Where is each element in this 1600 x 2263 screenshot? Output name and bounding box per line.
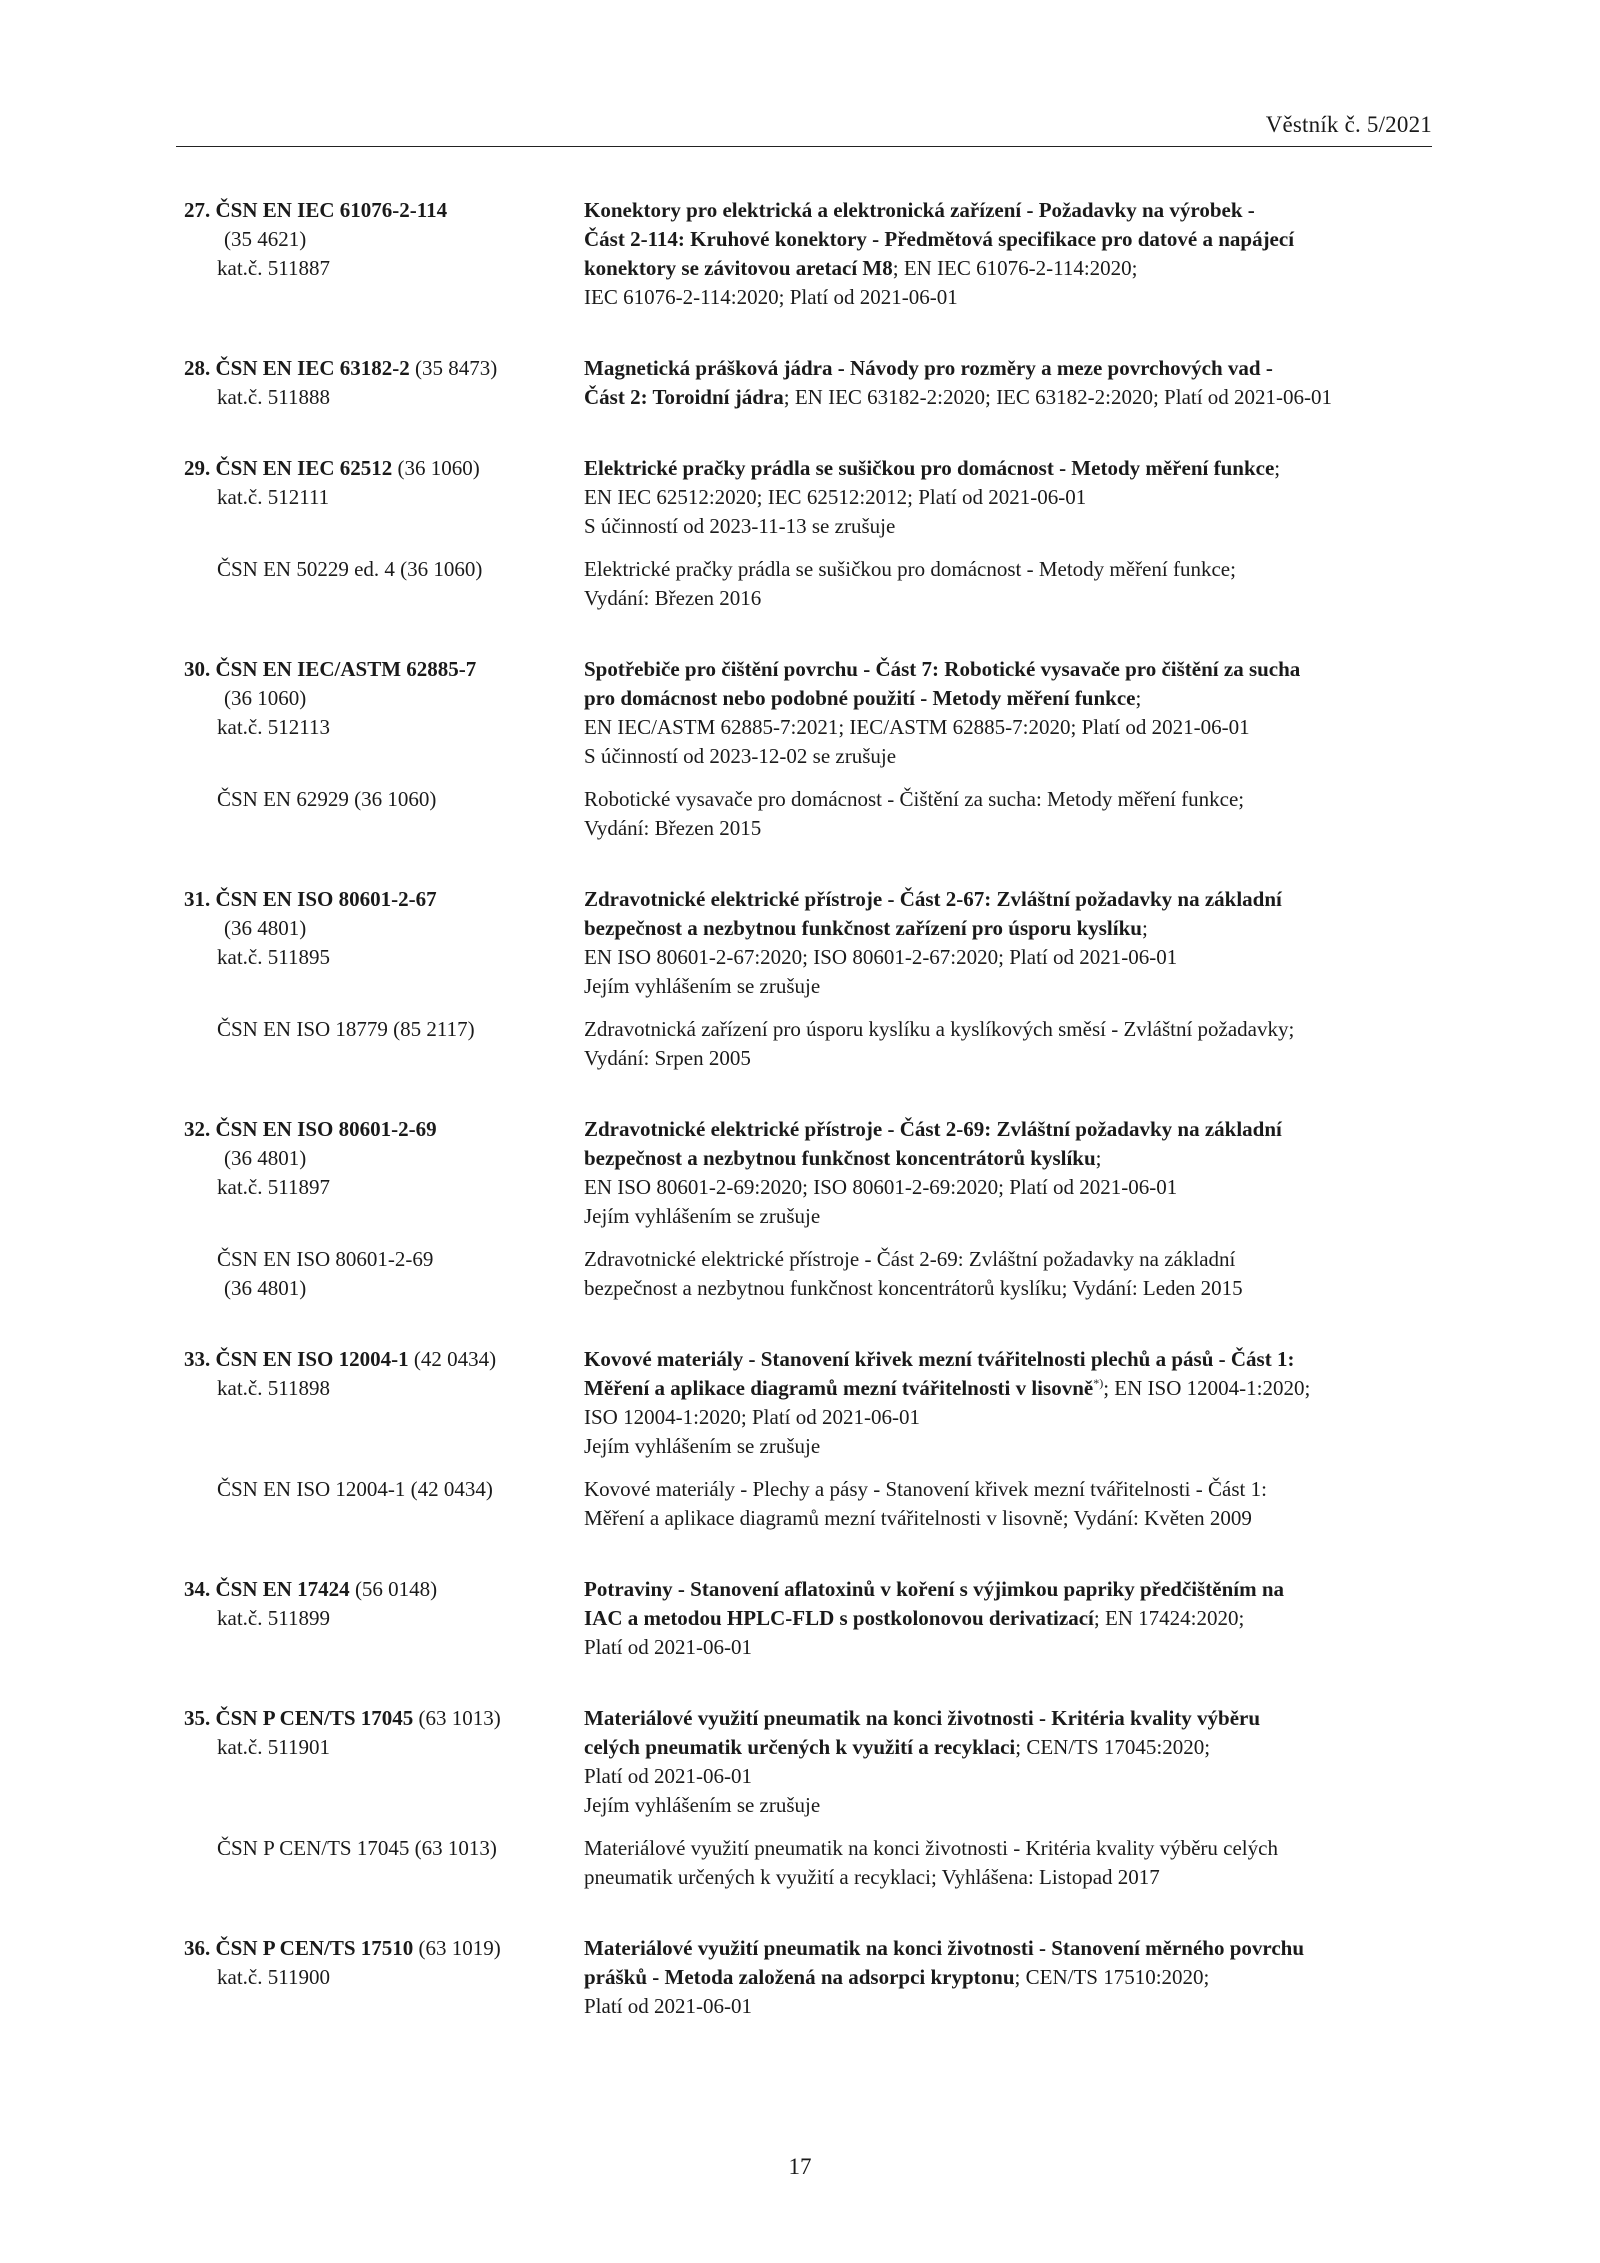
entry-first-line	[184, 655, 584, 684]
detail-line: Jejím vyhlášením se zrušuje	[584, 1204, 821, 1228]
standard-entry	[184, 1934, 1434, 2021]
replaced-standard-code: ČSN EN ISO 18779 (85 2117)	[217, 1017, 475, 1041]
entry-description	[584, 1934, 1434, 2021]
replaced-detail-line: Elektrické pračky prádla se sušičkou pro domácnost - Metody měření funkce;	[584, 557, 1236, 581]
detail-line: EN IEC/ASTM 62885-7:2021; IEC/ASTM 62885-7:2020; Platí od 2021-06-01	[584, 715, 1250, 739]
detail-line: EN ISO 80601-2-67:2020; ISO 80601-2-67:2020; Platí od 2021-06-01	[584, 945, 1178, 969]
catalog-number: kat.č. 512113	[217, 715, 330, 739]
entry-main-row	[184, 885, 1434, 1001]
replaced-standard-code: ČSN P CEN/TS 17045 (63 1013)	[217, 1836, 497, 1860]
classification-number: (35 8473)	[415, 356, 498, 380]
replaced-standard-row	[184, 555, 1434, 613]
classification-number: (36 1060)	[224, 686, 307, 710]
entry-first-line	[184, 1934, 584, 1963]
catalog-number: kat.č. 512111	[217, 485, 330, 509]
standard-entry	[184, 655, 1434, 843]
detail-line: IEC 61076-2-114:2020; Platí od 2021-06-01	[584, 285, 958, 309]
detail-line: S účinností od 2023-11-13 se zrušuje	[584, 514, 896, 538]
standard-entry	[184, 1575, 1434, 1662]
standard-title: Materiálové využití pneumatik na konci životnosti - Stanovení měrného povrchu	[584, 1936, 1305, 1960]
title-line	[584, 1704, 1434, 1733]
standard-code: ČSN EN 17424	[215, 1577, 350, 1601]
standard-title: prášků - Metoda založená na adsorpci kryptonu	[584, 1965, 1015, 1989]
entry-main-row	[184, 454, 1434, 541]
replaced-standard-identifier	[184, 785, 584, 814]
classification-number: (56 0148)	[354, 1577, 438, 1601]
standard-title: Spotřebiče pro čištění povrchu - Část 7: Robotické vysavače pro čištění za sucha	[584, 657, 1301, 681]
catalog-number: kat.č. 511901	[217, 1735, 330, 1759]
replaced-standard-identifier	[184, 1834, 584, 1863]
entry-description	[584, 1575, 1434, 1662]
replaced-standard-description	[584, 1245, 1434, 1303]
catalog-number: kat.č. 511899	[217, 1606, 330, 1630]
standard-code: ČSN EN IEC 62512	[215, 456, 393, 480]
standard-entry	[184, 196, 1434, 312]
standard-title: IAC a metodou HPLC-FLD s postkolonovou derivatizací	[584, 1606, 1094, 1630]
entry-description	[584, 1345, 1434, 1461]
standard-title: bezpečnost a nezbytnou funkčnost koncentrátorů kyslíku	[584, 1146, 1096, 1170]
replaced-standard-class: (36 4801)	[224, 1276, 307, 1300]
title-tail: ;	[1135, 686, 1142, 710]
title-line	[584, 914, 1434, 943]
entry-description	[584, 885, 1434, 1001]
replaced-detail-line: bezpečnost a nezbytnou funkčnost koncentrátorů kyslíku; Vydání: Leden 2015	[584, 1276, 1243, 1300]
standard-title: pro domácnost nebo podobné použití - Metody měření funkce	[584, 686, 1136, 710]
title-tail: ; EN 17424:2020;	[1093, 1606, 1245, 1630]
standard-title: konektory se závitovou aretací M8	[584, 256, 893, 280]
title-line	[584, 383, 1434, 412]
replaced-standard-identifier	[184, 1015, 584, 1044]
standard-title: Materiálové využití pneumatik na konci životnosti - Kritéria kvality výběru	[584, 1706, 1261, 1730]
replaced-standard-code: ČSN EN 50229 ed. 4 (36 1060)	[217, 557, 483, 581]
catalog-number: kat.č. 511888	[217, 385, 330, 409]
title-line	[584, 1144, 1434, 1173]
replaced-standard-code: ČSN EN ISO 80601-2-69	[217, 1247, 434, 1271]
entry-description	[584, 354, 1434, 412]
entry-identifier	[184, 1934, 584, 1992]
replaced-detail-line: Zdravotnická zařízení pro úsporu kyslíku a kyslíkových směsí - Zvláštní požadavky;	[584, 1017, 1295, 1041]
classification-number: (35 4621)	[224, 227, 307, 251]
title-tail: ; CEN/TS 17510:2020;	[1014, 1965, 1210, 1989]
standard-title: Zdravotnické elektrické přístroje - Část 2-69: Zvláštní požadavky na základní	[584, 1117, 1282, 1141]
entry-main-row	[184, 1704, 1434, 1820]
title-tail: ;	[1095, 1146, 1102, 1170]
entry-identifier	[184, 1115, 584, 1202]
entry-description	[584, 1115, 1434, 1231]
catalog-number: kat.č. 511897	[217, 1175, 330, 1199]
standard-title: bezpečnost a nezbytnou funkčnost zařízení pro úsporu kyslíku	[584, 916, 1142, 940]
entry-description	[584, 454, 1434, 541]
title-line	[584, 885, 1434, 914]
detail-line: EN ISO 80601-2-69:2020; ISO 80601-2-69:2020; Platí od 2021-06-01	[584, 1175, 1178, 1199]
replaced-standard-description	[584, 1015, 1434, 1073]
title-line	[584, 1374, 1434, 1403]
classification-number: (36 1060)	[397, 456, 480, 480]
standard-entry	[184, 454, 1434, 613]
standard-title: Kovové materiály - Stanovení křivek mezní tvářitelnosti plechů a pásů - Část 1:	[584, 1347, 1295, 1371]
entry-main-row	[184, 1115, 1434, 1231]
replaced-detail-line: Vydání: Březen 2016	[584, 586, 762, 610]
title-line	[584, 684, 1434, 713]
entry-number: 32.	[184, 1117, 211, 1141]
entry-number: 33.	[184, 1347, 211, 1371]
replaced-detail-line: Vydání: Srpen 2005	[584, 1046, 751, 1070]
page-number: 17	[788, 2154, 812, 2179]
standard-title: Konektory pro elektrická a elektronická zařízení - Požadavky na výrobek -	[584, 198, 1255, 222]
standard-entry	[184, 1115, 1434, 1303]
detail-line: Platí od 2021-06-01	[584, 1994, 752, 2018]
standard-title: Magnetická prášková jádra - Návody pro rozměry a meze povrchových vad -	[584, 356, 1273, 380]
replaced-standard-row	[184, 1245, 1434, 1303]
replaced-standard-identifier	[184, 1475, 584, 1504]
entry-main-row	[184, 196, 1434, 312]
replaced-detail-line: Měření a aplikace diagramů mezní tvářitelnosti v lisovně; Vydání: Květen 2009	[584, 1506, 1252, 1530]
entry-first-line	[184, 196, 584, 225]
catalog-number: kat.č. 511895	[217, 945, 330, 969]
entry-main-row	[184, 1575, 1434, 1662]
replaced-standard-description	[584, 1475, 1434, 1533]
title-tail: ;	[1141, 916, 1148, 940]
standard-entry	[184, 1345, 1434, 1533]
entry-number: 35.	[184, 1706, 211, 1730]
standard-code: ČSN EN IEC 63182-2	[215, 356, 410, 380]
title-tail: ;	[1274, 456, 1281, 480]
title-line	[584, 454, 1434, 483]
entry-number: 29.	[184, 456, 211, 480]
replaced-standard-row	[184, 785, 1434, 843]
entry-identifier	[184, 1575, 584, 1633]
detail-line: Jejím vyhlášením se zrušuje	[584, 1793, 821, 1817]
entry-identifier	[184, 885, 584, 972]
standard-entry	[184, 885, 1434, 1073]
title-line	[584, 1934, 1434, 1963]
entry-identifier	[184, 655, 584, 742]
standard-code: ČSN P CEN/TS 17045	[215, 1706, 414, 1730]
classification-number: (63 1019)	[418, 1936, 501, 1960]
replaced-standard-row	[184, 1015, 1434, 1073]
entry-number: 27.	[184, 198, 211, 222]
footnote-mark: *)	[1093, 1376, 1104, 1390]
title-tail: ; EN ISO 12004-1:2020;	[1103, 1376, 1311, 1400]
detail-line: Jejím vyhlášením se zrušuje	[584, 974, 821, 998]
entry-identifier	[184, 1345, 584, 1403]
standard-code: ČSN EN ISO 80601-2-67	[215, 887, 437, 911]
replaced-standard-code: ČSN EN 62929 (36 1060)	[217, 787, 437, 811]
replaced-detail-line: Zdravotnické elektrické přístroje - Část 2-69: Zvláštní požadavky na základní	[584, 1247, 1236, 1271]
standard-title: Část 2-114: Kruhové konektory - Předmětová specifikace pro datové a napájecí	[584, 227, 1295, 251]
detail-line: S účinností od 2023-12-02 se zrušuje	[584, 744, 897, 768]
replaced-standard-description	[584, 1834, 1434, 1892]
standard-code: ČSN EN ISO 12004-1	[215, 1347, 409, 1371]
replaced-detail-line: pneumatik určených k využití a recyklaci; Vyhlášena: Listopad 2017	[584, 1865, 1160, 1889]
replaced-standard-description	[584, 785, 1434, 843]
title-line	[584, 196, 1434, 225]
entry-first-line	[184, 1575, 584, 1604]
entry-identifier	[184, 354, 584, 412]
entry-main-row	[184, 655, 1434, 771]
standard-title: Elektrické pračky prádla se sušičkou pro domácnost - Metody měření funkce	[584, 456, 1275, 480]
replaced-detail-line: Vydání: Březen 2015	[584, 816, 762, 840]
replaced-detail-line: Materiálové využití pneumatik na konci životnosti - Kritéria kvality výběru celých	[584, 1836, 1278, 1860]
title-line	[584, 655, 1434, 684]
entry-description	[584, 1704, 1434, 1820]
entry-number: 36.	[184, 1936, 211, 1960]
standard-title: Zdravotnické elektrické přístroje - Část 2-67: Zvláštní požadavky na základní	[584, 887, 1282, 911]
entry-number: 30.	[184, 657, 211, 681]
standard-code: ČSN EN IEC/ASTM 62885-7	[215, 657, 477, 681]
entry-first-line	[184, 1115, 584, 1144]
bulletin-title: Věstník č. 5/2021	[1265, 112, 1432, 137]
title-line	[584, 1963, 1434, 1992]
entry-main-row	[184, 1934, 1434, 2021]
entry-number: 31.	[184, 887, 211, 911]
replaced-standard-row	[184, 1475, 1434, 1533]
classification-number: (63 1013)	[418, 1706, 501, 1730]
replaced-standard-identifier	[184, 1245, 584, 1303]
detail-line: Jejím vyhlášením se zrušuje	[584, 1434, 821, 1458]
catalog-number: kat.č. 511898	[217, 1376, 330, 1400]
classification-number: (36 4801)	[224, 916, 307, 940]
entry-first-line	[184, 354, 584, 383]
standard-title: Měření a aplikace diagramů mezní tvářitelnosti v lisovně	[584, 1376, 1094, 1400]
detail-line: ISO 12004-1:2020; Platí od 2021-06-01	[584, 1405, 920, 1429]
title-tail: ; EN IEC 63182-2:2020; IEC 63182-2:2020; Platí od 2021-06-01	[783, 385, 1333, 409]
title-tail: ; EN IEC 61076-2-114:2020;	[892, 256, 1138, 280]
standard-code: ČSN P CEN/TS 17510	[215, 1936, 414, 1960]
standard-code: ČSN EN IEC 61076-2-114	[215, 198, 448, 222]
standard-title: Část 2: Toroidní jádra	[584, 385, 784, 409]
standard-entry	[184, 1704, 1434, 1892]
entry-number: 28.	[184, 356, 211, 380]
title-line	[584, 1733, 1434, 1762]
detail-line: EN IEC 62512:2020; IEC 62512:2012; Platí od 2021-06-01	[584, 485, 1087, 509]
entry-main-row	[184, 354, 1434, 412]
title-tail: ; CEN/TS 17045:2020;	[1015, 1735, 1211, 1759]
title-line	[584, 1115, 1434, 1144]
catalog-number: kat.č. 511887	[217, 256, 330, 280]
entry-identifier	[184, 1704, 584, 1762]
classification-number: (42 0434)	[413, 1347, 497, 1371]
replaced-standard-description	[584, 555, 1434, 613]
classification-number: (36 4801)	[224, 1146, 307, 1170]
standard-title: Potraviny - Stanovení aflatoxinů v koření s výjimkou papriky předčištěním na	[584, 1577, 1285, 1601]
entry-first-line	[184, 454, 584, 483]
replaced-standard-identifier	[184, 555, 584, 584]
standards-list	[184, 196, 1434, 2063]
standard-entry	[184, 354, 1434, 412]
entry-first-line	[184, 885, 584, 914]
page-header	[176, 110, 1432, 147]
title-line	[584, 1604, 1434, 1633]
replaced-standard-row	[184, 1834, 1434, 1892]
catalog-number: kat.č. 511900	[217, 1965, 330, 1989]
standard-title: celých pneumatik určených k využití a recyklaci	[584, 1735, 1016, 1759]
entry-description	[584, 196, 1434, 312]
detail-line: Platí od 2021-06-01	[584, 1764, 752, 1788]
entry-first-line	[184, 1704, 584, 1733]
entry-identifier	[184, 454, 584, 512]
entry-identifier	[184, 196, 584, 283]
title-line	[584, 354, 1434, 383]
replaced-detail-line: Robotické vysavače pro domácnost - Čištění za sucha: Metody měření funkce;	[584, 787, 1245, 811]
entry-number: 34.	[184, 1577, 211, 1601]
title-line	[584, 225, 1434, 254]
standard-code: ČSN EN ISO 80601-2-69	[215, 1117, 437, 1141]
entry-description	[584, 655, 1434, 771]
title-line	[584, 1345, 1434, 1374]
detail-line: Platí od 2021-06-01	[584, 1635, 752, 1659]
entry-first-line	[184, 1345, 584, 1374]
title-line	[584, 1575, 1434, 1604]
title-line	[584, 254, 1434, 283]
entry-main-row	[184, 1345, 1434, 1461]
replaced-standard-code: ČSN EN ISO 12004-1 (42 0434)	[217, 1477, 493, 1501]
replaced-detail-line: Kovové materiály - Plechy a pásy - Stanovení křivek mezní tvářitelnosti - Část 1:	[584, 1477, 1267, 1501]
